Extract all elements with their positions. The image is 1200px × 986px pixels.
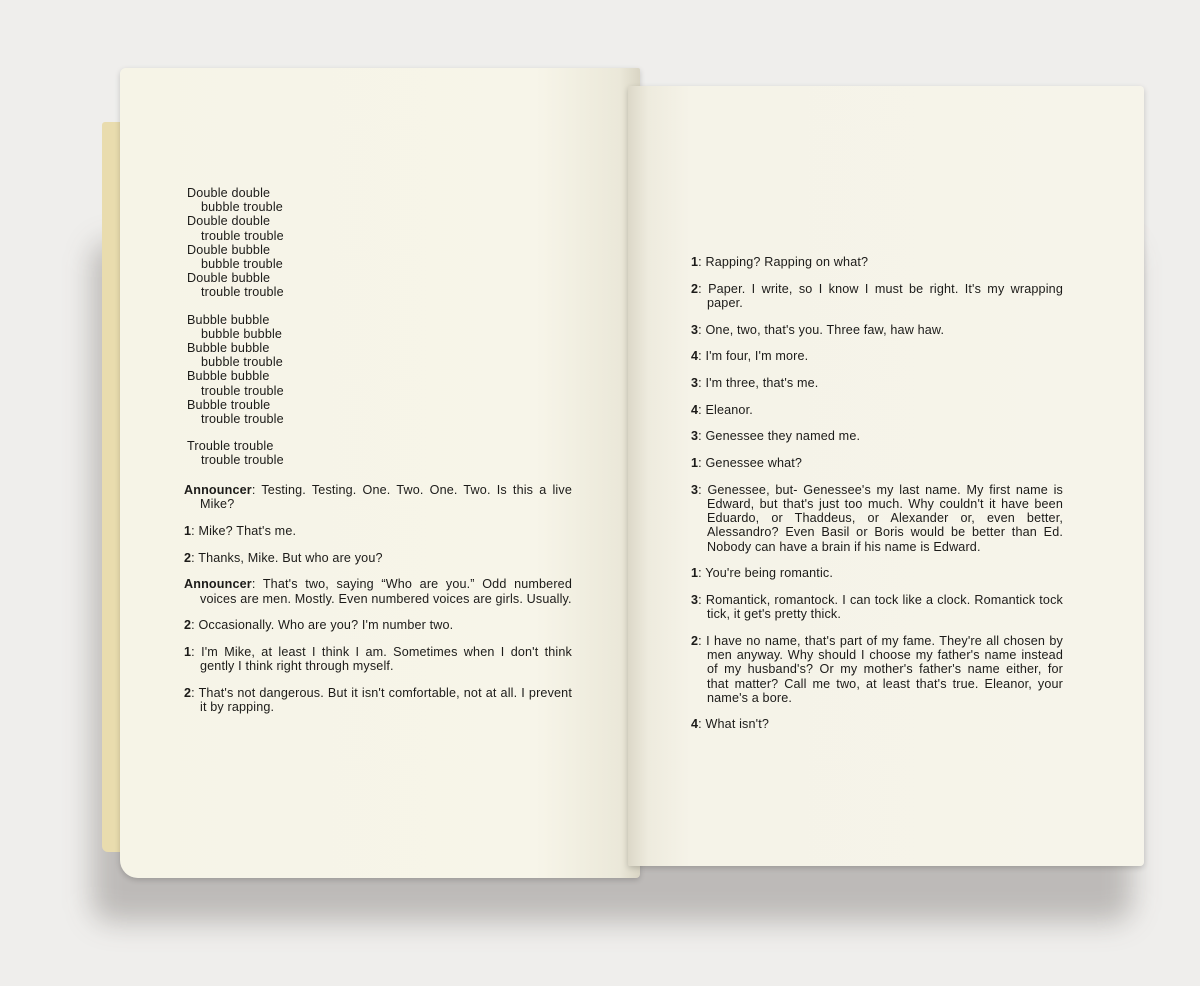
dialogue-text: Romantick, romantock. I can tock like a clock. Romantick tock tick, it get's pretty thick. bbox=[705, 593, 1063, 622]
verse-line: trouble trouble bbox=[201, 453, 284, 468]
dialogue-entry bbox=[691, 634, 1063, 705]
verse-line: trouble trouble bbox=[201, 383, 284, 398]
verse-line: Bubble bubble bbox=[187, 341, 270, 356]
speaker-label: Announcer bbox=[184, 577, 252, 592]
speaker-label: 1 bbox=[184, 523, 192, 538]
verse-line: Double double bbox=[187, 214, 271, 229]
speaker-separator: : bbox=[698, 633, 707, 648]
speaker-label: 4 bbox=[691, 349, 699, 364]
speaker-separator: : bbox=[191, 550, 199, 565]
dialogue-text: Rapping? Rapping on what? bbox=[705, 255, 869, 269]
verse-line: bubble bubble bbox=[201, 326, 283, 341]
verse-line: Double bubble bbox=[187, 242, 271, 257]
speaker-label: 2 bbox=[184, 618, 192, 633]
speaker-label: 3 bbox=[691, 376, 699, 391]
speaker-separator: : bbox=[698, 376, 706, 391]
dialogue-text: Testing. Testing. One. Two. One. Two. Is this a live Mike? bbox=[200, 483, 572, 512]
speaker-label: 4 bbox=[691, 402, 699, 417]
verse-stanza bbox=[187, 439, 387, 467]
dialogue-entry bbox=[184, 618, 572, 632]
dialogue-text: You're being romantic. bbox=[705, 566, 833, 581]
dialogue-entry bbox=[184, 483, 572, 511]
dialogue-entry bbox=[691, 593, 1063, 621]
speaker-label: 1 bbox=[691, 566, 699, 581]
dialogue-text: That's two, saying “Who are you.” Odd numbered voices are men. Mostly. Even numbered voices are girls. Usually. bbox=[200, 577, 572, 606]
dialogue-text: Thanks, Mike. But who are you? bbox=[198, 550, 383, 565]
speaker-label: 1 bbox=[691, 255, 699, 269]
speaker-separator: : bbox=[698, 429, 706, 444]
speaker-label: 3 bbox=[691, 322, 699, 337]
verse-line: trouble trouble bbox=[201, 412, 284, 427]
speaker-separator: : bbox=[698, 456, 706, 471]
dialogue-text: Paper. I write, so I know I must be right. It's my wrapping paper. bbox=[707, 281, 1063, 310]
speaker-separator: : bbox=[191, 644, 202, 659]
speaker-label: Announcer bbox=[184, 483, 252, 497]
dialogue-entry bbox=[184, 551, 572, 565]
dialogue-text: One, two, that's you. Three faw, haw haw. bbox=[705, 322, 945, 337]
speaker-separator: : bbox=[191, 618, 199, 633]
speaker-separator: : bbox=[698, 482, 708, 497]
speaker-label: 3 bbox=[691, 482, 699, 497]
speaker-separator: : bbox=[251, 483, 262, 497]
dialogue-text: I have no name, that's part of my fame. They're all chosen by men anyway. Why should I choose my father's name instead of my husband's? Or my mother's father's name either, for that matter? Call me two, at least that's true. Eleanor, your name's a bore. bbox=[706, 633, 1063, 705]
speaker-separator: : bbox=[191, 523, 199, 538]
dialogue-entry bbox=[691, 429, 1063, 443]
verse-line: trouble trouble bbox=[201, 285, 284, 300]
dialogue-entry bbox=[691, 483, 1063, 554]
left-dialogue bbox=[184, 483, 572, 727]
dialogue-entry bbox=[184, 524, 572, 538]
speaker-label: 3 bbox=[691, 593, 699, 608]
dialogue-text: I'm three, that's me. bbox=[705, 376, 819, 391]
dialogue-entry bbox=[691, 376, 1063, 390]
verse-line: bubble trouble bbox=[201, 257, 283, 272]
speaker-separator: : bbox=[698, 349, 706, 364]
verse-line: Bubble trouble bbox=[187, 397, 271, 412]
verse-line: Trouble trouble bbox=[187, 439, 274, 454]
speaker-label: 3 bbox=[691, 429, 699, 444]
dialogue-text: What isn't? bbox=[705, 717, 770, 732]
dialogue-entry bbox=[691, 349, 1063, 363]
dialogue-entry bbox=[691, 403, 1063, 417]
dialogue-entry bbox=[691, 282, 1063, 310]
speaker-separator: : bbox=[698, 281, 709, 296]
dialogue-text: Genessee, but- Genessee's my last name. My first name is Edward, but that's just too much. Why couldn't it have been Eduardo, or Thaddeus, or Alexander or, even better, Alessandro? Even Basil or Boris would be better than Ed. Nobody can have a brain if his name is Edward. bbox=[707, 482, 1063, 554]
speaker-label: 1 bbox=[184, 644, 192, 659]
dialogue-text: Occasionally. Who are you? I'm number two. bbox=[198, 618, 454, 633]
dialogue-text: I'm four, I'm more. bbox=[705, 349, 809, 364]
speaker-label: 4 bbox=[691, 717, 699, 732]
verse-stanza bbox=[187, 186, 387, 300]
dialogue-text: I'm Mike, at least I think I am. Sometimes when I don't think gently I think right through myself. bbox=[200, 644, 572, 674]
speaker-label: 1 bbox=[691, 456, 699, 471]
dialogue-entry bbox=[691, 717, 1063, 731]
dialogue-entry bbox=[691, 566, 1063, 580]
speaker-separator: : bbox=[191, 685, 199, 700]
verse-line: Double double bbox=[187, 186, 271, 200]
verse-line: Double bubble bbox=[187, 271, 271, 286]
dialogue-entry bbox=[691, 323, 1063, 337]
speaker-label: 2 bbox=[184, 550, 192, 565]
speaker-separator: : bbox=[698, 717, 706, 732]
dialogue-text: Genessee they named me. bbox=[705, 429, 861, 444]
right-dialogue bbox=[691, 255, 1063, 744]
speaker-separator: : bbox=[698, 402, 706, 417]
speaker-separator: : bbox=[251, 577, 263, 592]
speaker-separator: : bbox=[698, 593, 706, 608]
dialogue-text: Eleanor. bbox=[705, 402, 753, 417]
speaker-label: 2 bbox=[691, 633, 699, 648]
speaker-separator: : bbox=[698, 322, 706, 337]
speaker-label: 2 bbox=[184, 685, 192, 700]
verse-stanza bbox=[187, 313, 387, 427]
dialogue-text: That's not dangerous. But it isn't comfortable, not at all. I prevent it by rapping. bbox=[198, 685, 572, 715]
speaker-separator: : bbox=[698, 255, 706, 269]
verse-line: bubble trouble bbox=[201, 355, 283, 370]
dialogue-text: Mike? That's me. bbox=[198, 523, 297, 538]
dialogue-entry bbox=[691, 255, 1063, 269]
dialogue-entry bbox=[691, 456, 1063, 470]
verse-line: bubble trouble bbox=[201, 200, 283, 215]
verse-line: Bubble bubble bbox=[187, 312, 270, 327]
verse-line: trouble trouble bbox=[201, 228, 284, 243]
speaker-separator: : bbox=[698, 566, 706, 581]
verse-block bbox=[187, 186, 387, 481]
dialogue-text: Genessee what? bbox=[705, 456, 803, 471]
dialogue-entry bbox=[184, 686, 572, 714]
dialogue-entry bbox=[184, 577, 572, 605]
verse-line: Bubble bubble bbox=[187, 369, 270, 384]
dialogue-entry bbox=[184, 645, 572, 673]
speaker-label: 2 bbox=[691, 281, 699, 296]
